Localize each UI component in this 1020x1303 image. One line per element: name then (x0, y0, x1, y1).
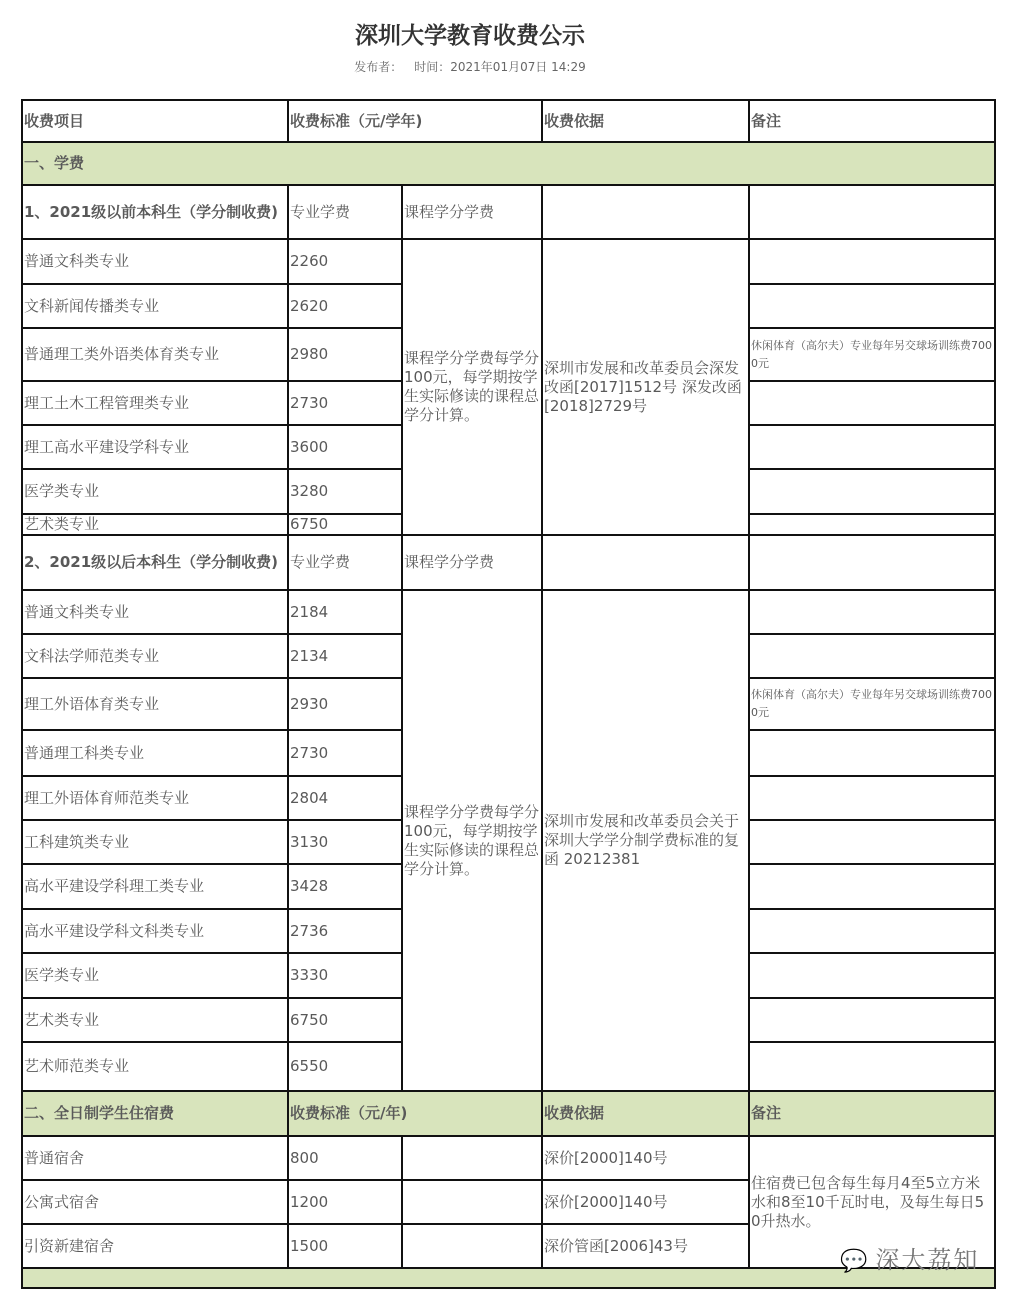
note (749, 953, 995, 998)
table-row (22, 239, 995, 284)
major-fee: 2184 (288, 590, 402, 634)
header-note: 备注 (749, 100, 995, 142)
publish-meta (0, 58, 980, 78)
dorm-type: 普通宿舍 (22, 1136, 288, 1180)
note (749, 239, 995, 284)
dorm-header-note: 备注 (749, 1091, 995, 1136)
empty-cell (402, 1136, 542, 1180)
fee-basis: 深圳市发展和改革委员会关于深圳大学学分制学费标准的复函 20212381 (542, 590, 749, 1091)
major-fee: 2736 (288, 909, 402, 953)
major-name: 普通文科类专业 (22, 590, 288, 634)
page-title: 深圳大学教育收费公示 (355, 23, 585, 49)
table-row (22, 590, 995, 634)
major-fee: 2930 (288, 678, 402, 730)
header-basis: 收费依据 (542, 100, 749, 142)
note (749, 514, 995, 535)
major-name: 普通理工科类专业 (22, 730, 288, 776)
major-name: 艺术类专业 (22, 514, 288, 535)
major-name: 文科法学师范类专业 (22, 634, 288, 678)
sub-header-major-fee: 专业学费 (288, 185, 402, 239)
major-name: 高水平建设学科文科类专业 (22, 909, 288, 953)
note (749, 776, 995, 820)
major-name: 理工外语体育师范类专业 (22, 776, 288, 820)
dorm-fee: 800 (288, 1136, 402, 1180)
major-fee: 3330 (288, 953, 402, 998)
note (749, 1042, 995, 1091)
major-fee: 6750 (288, 998, 402, 1042)
major-fee: 6750 (288, 514, 402, 535)
header-standard: 收费标准（元/学年) (288, 100, 542, 142)
major-name: 医学类专业 (22, 953, 288, 998)
major-name: 高水平建设学科理工类专业 (22, 864, 288, 909)
fee-basis: 深圳市发展和改革委员会深发改函[2017]1512号 深发改函[2018]2729号 (542, 239, 749, 535)
dorm-fee: 1200 (288, 1180, 402, 1224)
major-fee: 6550 (288, 1042, 402, 1091)
note (749, 864, 995, 909)
major-name: 理工外语体育类专业 (22, 678, 288, 730)
note (749, 284, 995, 328)
major-name: 理工高水平建设学科专业 (22, 425, 288, 469)
note (749, 730, 995, 776)
major-name: 艺术类专业 (22, 998, 288, 1042)
note (749, 998, 995, 1042)
major-name: 普通理工类外语类体育类专业 (22, 328, 288, 381)
major-name: 艺术师范类专业 (22, 1042, 288, 1091)
empty-cell (402, 1180, 542, 1224)
sub-header-credit-fee: 课程学分学费 (402, 185, 542, 239)
note (749, 820, 995, 864)
empty-cell (749, 535, 995, 590)
publisher: 发布者： (354, 60, 403, 74)
note (749, 909, 995, 953)
empty-cell (542, 535, 749, 590)
major-fee: 2260 (288, 239, 402, 284)
dorm-basis: 深价[2000]140号 (542, 1180, 749, 1224)
note (749, 425, 995, 469)
note (749, 469, 995, 514)
empty-cell (542, 185, 749, 239)
major-fee: 3130 (288, 820, 402, 864)
dorm-header-standard: 收费标准（元/年) (288, 1091, 542, 1136)
empty-cell (402, 1224, 542, 1268)
dorm-type: 引资新建宿舍 (22, 1224, 288, 1268)
dorm-basis: 深价[2000]140号 (542, 1136, 749, 1180)
fee-table (21, 99, 996, 1289)
section-tuition: 一、学费 (22, 142, 995, 185)
watermark: 💬 深大荔知 (840, 1246, 980, 1274)
dorm-header-title: 二、全日制学生住宿费 (22, 1091, 288, 1136)
major-fee: 2620 (288, 284, 402, 328)
dorm-note: 住宿费已包含每生每月4至5立方米水和8至10千瓦时电，及每生每日50升热水。 (749, 1136, 995, 1268)
dorm-fee: 1500 (288, 1224, 402, 1268)
note: 休闲体育（高尔夫）专业每年另交球场训练费7000元 (749, 328, 995, 381)
credit-fee-desc: 课程学分学费每学分100元，每学期按学生实际修读的课程总学分计算。 (402, 239, 542, 535)
major-fee: 2730 (288, 730, 402, 776)
major-fee: 2804 (288, 776, 402, 820)
dorm-header-basis: 收费依据 (542, 1091, 749, 1136)
table-row (22, 1136, 995, 1180)
note: 休闲体育（高尔夫）专业每年另交球场训练费7000元 (749, 678, 995, 730)
dorm-type: 公寓式宿舍 (22, 1180, 288, 1224)
major-fee: 3428 (288, 864, 402, 909)
credit-fee-desc: 课程学分学费每学分100元，每学期按学生实际修读的课程总学分计算。 (402, 590, 542, 1091)
sub-header-credit-fee: 课程学分学费 (402, 535, 542, 590)
major-name: 普通文科类专业 (22, 239, 288, 284)
wechat-icon: 💬 (840, 1249, 870, 1274)
major-fee: 2730 (288, 381, 402, 425)
header-item: 收费项目 (22, 100, 288, 142)
group-title: 1、2021级以前本科生（学分制收费) (22, 185, 288, 239)
major-fee: 3280 (288, 469, 402, 514)
major-fee: 2980 (288, 328, 402, 381)
sub-header-major-fee: 专业学费 (288, 535, 402, 590)
major-name: 理工土木工程管理类专业 (22, 381, 288, 425)
note (749, 381, 995, 425)
major-fee: 3600 (288, 425, 402, 469)
group-title: 2、2021级以后本科生（学分制收费) (22, 535, 288, 590)
major-fee: 2134 (288, 634, 402, 678)
note (749, 634, 995, 678)
publish-time: 时间：2021年01月07日 14:29 (414, 60, 586, 74)
dorm-basis: 深价管函[2006]43号 (542, 1224, 749, 1268)
major-name: 工科建筑类专业 (22, 820, 288, 864)
note (749, 590, 995, 634)
major-name: 文科新闻传播类专业 (22, 284, 288, 328)
empty-cell (749, 185, 995, 239)
major-name: 医学类专业 (22, 469, 288, 514)
